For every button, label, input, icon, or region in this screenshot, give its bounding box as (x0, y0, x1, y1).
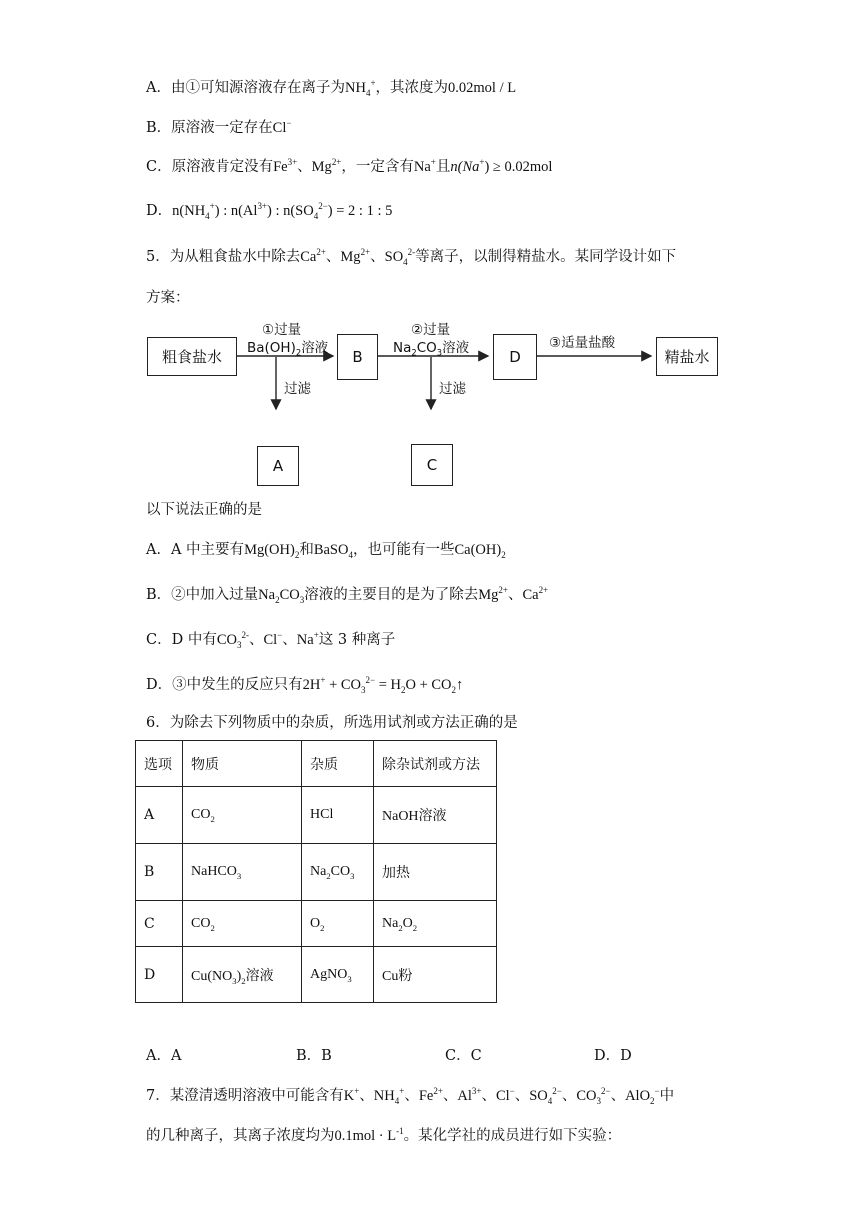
table-cell: $Na_2O_2$ (374, 901, 497, 947)
q5-option-a: A．A 中主要有$Mg(OH)_2$和BaSO$_4$，也可能有一些$Ca(OH)_2$ (146, 542, 506, 560)
q7-line1: 7．某澄清透明溶液中可能含有K+、$NH_4^+$、$Fe^{2+}$、$Al^{3+}$、Cl−、$SO_4^{2-}$、$CO_3^{2-}$、AlO$_2$−中 (146, 1086, 675, 1106)
table-cell: C (136, 901, 183, 947)
q6-choice-a: A．A (146, 1048, 182, 1064)
flow-box-b: B (337, 334, 378, 380)
flow-box-refined-brine: 精盐水 (656, 337, 718, 376)
flow-box-crude-brine: 粗食盐水 (147, 337, 237, 376)
table-cell: $Na_2CO_3$ (302, 844, 374, 901)
flow-arrows (0, 0, 860, 520)
table-row (136, 844, 497, 901)
q5-option-d: D．③中发生的反应只有$2H^+ + CO_3^{2-} = H_2O$ + $CO_2↑$ (146, 675, 464, 695)
q5-option-c: C．D 中有$CO_3^{2-}$、Cl−、Na+这 3 种离子 (146, 630, 396, 650)
table-header-cell: 除杂试剂或方法 (374, 741, 497, 787)
table-header-cell: 选项 (136, 741, 183, 787)
q6-choice-b: B．B (296, 1048, 332, 1064)
q6-stem: 6．为除去下列物质中的杂质，所选用试剂或方法正确的是 (146, 715, 518, 731)
flow-step2-top: ②过量 (411, 322, 451, 338)
table-cell: $O_2$ (302, 901, 374, 947)
table-row (136, 901, 497, 947)
q6-choice-c: C．C (445, 1048, 482, 1064)
q4-option-b: B．原溶液一定存在Cl− (146, 118, 292, 136)
table-row (136, 787, 497, 844)
q7-line2: 的几种离子，其离子浓度均为$0.1mol \cdot L^{-1}$。某化学社的成员进行如下实验： (146, 1126, 622, 1144)
table-cell: NaOH溶液 (374, 787, 497, 844)
table-header-cell: 杂质 (302, 741, 374, 787)
table-cell: B (136, 844, 183, 901)
q6-table (135, 740, 497, 1003)
flow-box-a: A (257, 446, 299, 486)
table-cell: $CO_2$ (183, 901, 302, 947)
q5-after: 以下说法正确的是 (146, 502, 262, 518)
flow-step3: ③适量盐酸 (549, 335, 616, 351)
flow-step1-top: ①过量 (262, 322, 302, 338)
table-cell: AgNO$_3$ (302, 947, 374, 1003)
flow-step1-bottom: $Ba(OH)_2$溶液 (247, 340, 329, 358)
table-cell: A (136, 787, 183, 844)
table-cell: $Cu(NO_3)_2$溶液 (183, 947, 302, 1003)
table-cell: NaHCO$_3$ (183, 844, 302, 901)
q5-option-b: B．②中加入过量$Na_2CO_3$溶液的主要目的是为了除去$Mg^{2+}$、$Ca^{2+}$ (146, 585, 549, 605)
q4-option-d: D．$n(NH_4^+)$ : $n(Al^{3+})$ : $n(SO_4^{2-}) = 2$ : 1 : 5 (146, 201, 393, 221)
table-cell: HCl (302, 787, 374, 844)
q4-option-c: C．原溶液肯定没有$Fe^{3+}$、$Mg^{2+}$，一定含有Na+且n(Na+) ≥ 0.02mol (146, 157, 553, 175)
flow-filter2: 过滤 (439, 381, 466, 397)
flow-box-d: D (493, 334, 537, 380)
table-row (136, 947, 497, 1003)
table-cell: D (136, 947, 183, 1003)
flow-filter1: 过滤 (284, 381, 311, 397)
table-header-cell: 物质 (183, 741, 302, 787)
table-header-row (136, 741, 497, 787)
table-cell: $CO_2$ (183, 787, 302, 844)
q5-stem: 5．为从粗食盐水中除去$Ca^{2+}$、$Mg^{2+}$、$SO_4^{2-}$等离子，以制得精盐水。某同学设计如下 (146, 247, 677, 267)
table-cell: Cu粉 (374, 947, 497, 1003)
q4-option-a: A．由①可知源溶液存在离子为$NH_4^+$，其浓度为0.02mol / L (146, 78, 517, 98)
flow-box-c: C (411, 444, 453, 486)
q5-stem-line2: 方案： (146, 290, 190, 306)
table-cell: 加热 (374, 844, 497, 901)
q6-choice-d: D．D (594, 1048, 632, 1064)
flow-step2-bottom: $Na_2CO_3$溶液 (393, 340, 470, 358)
